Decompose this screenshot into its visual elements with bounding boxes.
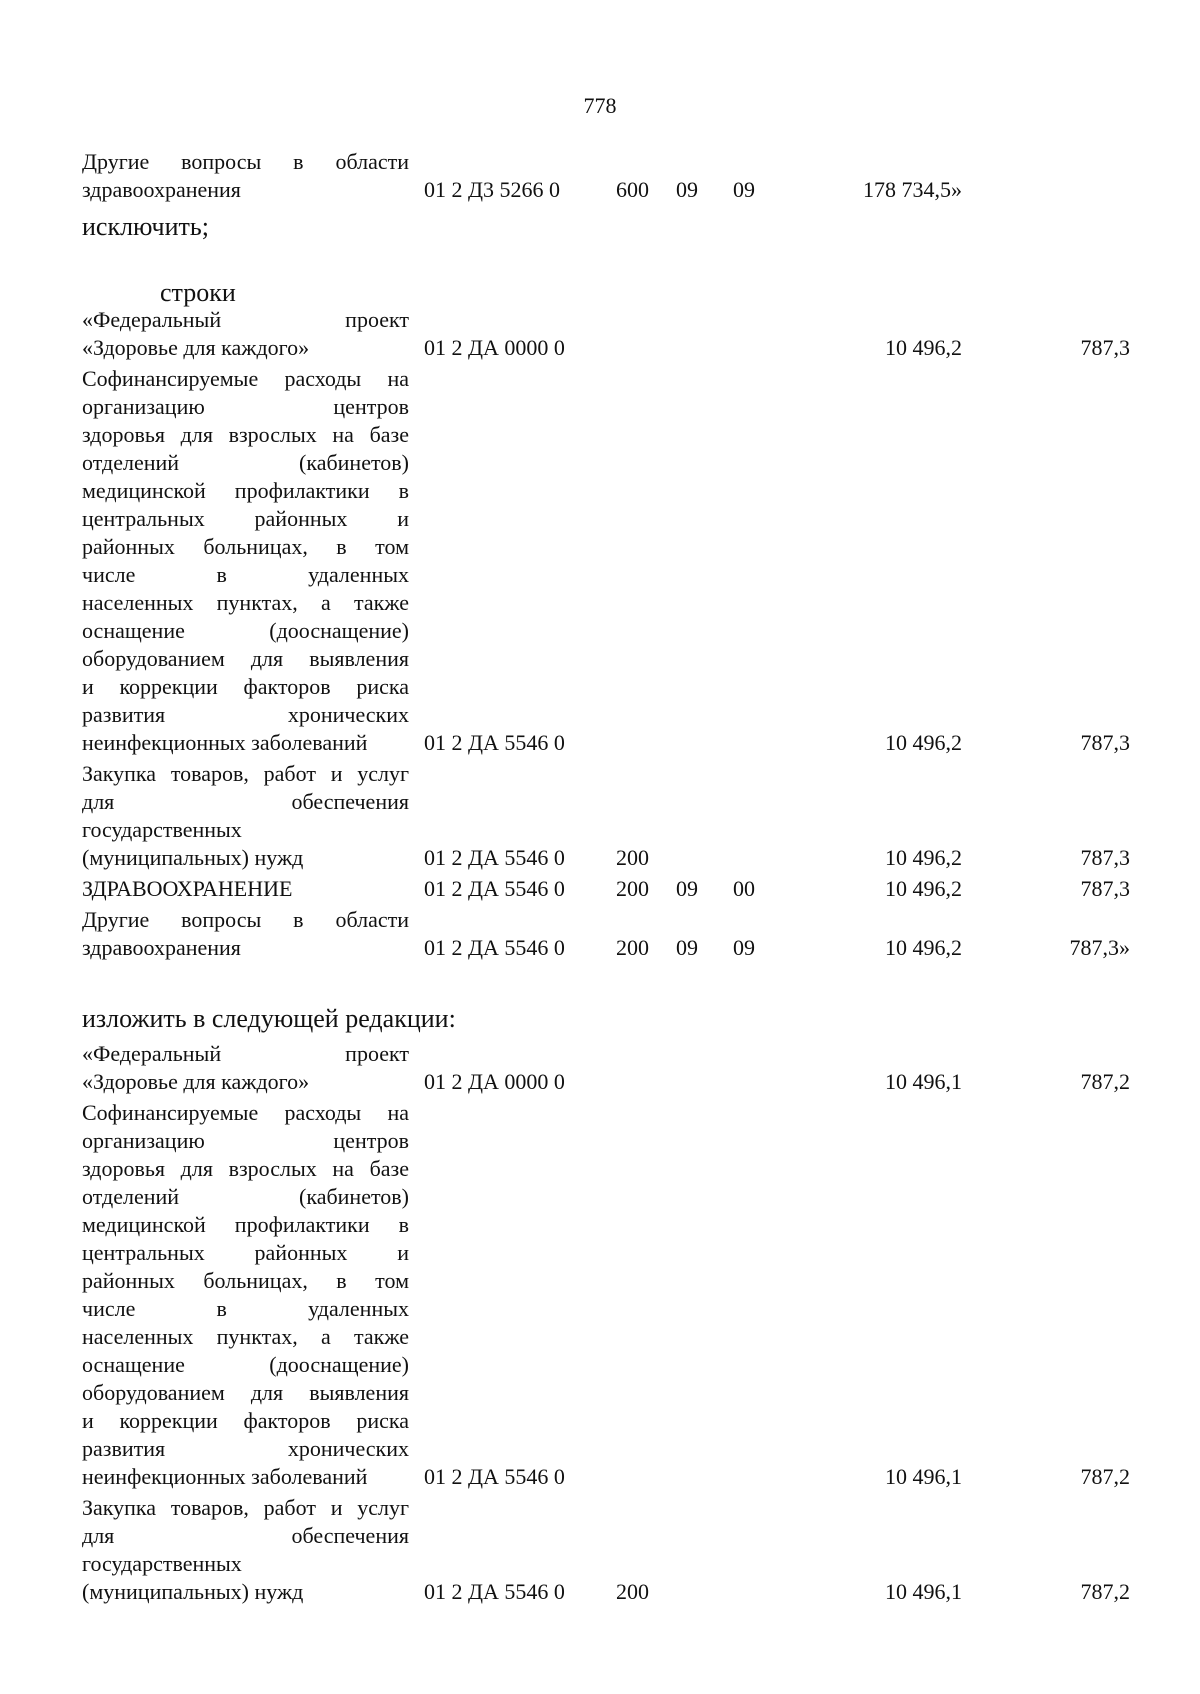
row-name-line: оборудованием для выявления	[82, 1380, 409, 1405]
row-name-line: населенных пунктах, а также	[82, 1324, 409, 1349]
row-name-line: районных больницах, в том	[82, 1268, 409, 1293]
row-name	[82, 1099, 409, 1491]
row-name	[82, 875, 409, 903]
row-name-line: медицинской профилактики в	[82, 478, 409, 503]
row-name-line: Софинансируемые расходы на	[82, 366, 409, 391]
row-name-line: здоровья для взрослых на базе	[82, 1156, 409, 1181]
row-name-line: здоровья для взрослых на базе	[82, 422, 409, 447]
row-section: 09	[676, 935, 698, 960]
row-name	[82, 760, 409, 872]
row-code: 01 2 ДА 5546 0	[424, 730, 565, 755]
table-row	[82, 760, 1142, 872]
row-expense-type: 200	[616, 876, 649, 901]
row-name-line: (муниципальных) нужд	[82, 1579, 304, 1604]
row-name-line: здравоохранения	[82, 177, 241, 202]
row-name-line: «Федеральный проект	[82, 1041, 409, 1066]
row-name-line: (муниципальных) нужд	[82, 845, 304, 870]
row-value-1: 10 496,1	[885, 1579, 962, 1604]
row-name-line: отделений (кабинетов)	[82, 1184, 409, 1209]
row-name	[82, 906, 409, 962]
new-edition-intro: изложить в следующей редакции:	[82, 1004, 456, 1033]
row-value-1: 10 496,2	[885, 335, 962, 360]
row-name-line: и коррекции факторов риска	[82, 1408, 409, 1433]
table-row	[82, 1099, 1142, 1491]
table-row	[82, 1040, 1142, 1096]
row-name	[82, 148, 409, 204]
page-number: 778	[583, 93, 617, 118]
row-code: 01 2 ДА 0000 0	[424, 335, 565, 360]
row-expense-type: 600	[616, 177, 649, 202]
row-name-line: организацию центров	[82, 394, 409, 419]
row-name-line: районных больницах, в том	[82, 534, 409, 559]
row-code: 01 2 Д3 5266 0	[424, 177, 561, 202]
exclude-note: исключить;	[82, 212, 209, 241]
row-value-1: 178 734,5»	[863, 177, 962, 202]
row-expense-type: 200	[616, 935, 649, 960]
row-name	[82, 306, 409, 362]
row-name-line: оснащение (дооснащение)	[82, 1352, 409, 1377]
row-subsection: 00	[733, 876, 755, 901]
row-name-line: Закупка товаров, работ и услуг	[82, 1495, 409, 1520]
row-code: 01 2 ДА 5546 0	[424, 935, 565, 960]
row-value-2: 787,3	[1080, 730, 1130, 755]
row-expense-type: 200	[616, 1579, 649, 1604]
row-section: 09	[676, 177, 698, 202]
table-row	[82, 306, 1142, 362]
row-value-2: 787,2	[1080, 1464, 1130, 1489]
row-value-1: 10 496,2	[885, 935, 962, 960]
row-section: 09	[676, 876, 698, 901]
row-name	[82, 1040, 409, 1096]
row-code: 01 2 ДА 5546 0	[424, 845, 565, 870]
block-old-rows	[82, 306, 1142, 965]
row-name-line: государственных	[82, 817, 242, 842]
row-value-1: 10 496,2	[885, 845, 962, 870]
row-name-line: неинфекционных заболеваний	[82, 730, 368, 755]
row-name-line: государственных	[82, 1551, 242, 1576]
row-value-2: 787,3»	[1069, 935, 1130, 960]
row-name-line: неинфекционных заболеваний	[82, 1464, 368, 1489]
row-name-line: отделений (кабинетов)	[82, 450, 409, 475]
table-row	[82, 875, 1142, 903]
table-row	[82, 365, 1142, 757]
row-value-2: 787,3	[1080, 876, 1130, 901]
table-row	[82, 906, 1142, 962]
row-name	[82, 1494, 409, 1606]
row-value-2: 787,3	[1080, 335, 1130, 360]
row-name-line: центральных районных и	[82, 1240, 409, 1265]
row-name-line: развития хронических	[82, 1436, 409, 1461]
row-expense-type: 200	[616, 845, 649, 870]
row-name-line: центральных районных и	[82, 506, 409, 531]
row-subsection: 09	[733, 935, 755, 960]
row-name-line: Закупка товаров, работ и услуг	[82, 761, 409, 786]
row-name-line: числе в удаленных	[82, 1296, 409, 1321]
row-value-1: 10 496,2	[885, 730, 962, 755]
row-name-line: медицинской профилактики в	[82, 1212, 409, 1237]
row-code: 01 2 ДА 5546 0	[424, 1579, 565, 1604]
row-code: 01 2 ДА 5546 0	[424, 1464, 565, 1489]
row-name-line: для обеспечения	[82, 789, 409, 814]
row-name-line: организацию центров	[82, 1128, 409, 1153]
row-name-line: оборудованием для выявления	[82, 646, 409, 671]
row-code: 01 2 ДА 0000 0	[424, 1069, 565, 1094]
row-name-line: Другие вопросы в области	[82, 149, 409, 174]
row-name-line: здравоохранения	[82, 935, 241, 960]
row-value-1: 10 496,2	[885, 876, 962, 901]
row-name-line: «Федеральный проект	[82, 307, 409, 332]
row-value-1: 10 496,1	[885, 1464, 962, 1489]
row-name-line: Софинансируемые расходы на	[82, 1100, 409, 1125]
table-row	[82, 1494, 1142, 1606]
row-name-line: населенных пунктах, а также	[82, 590, 409, 615]
row-name-line: ЗДРАВООХРАНЕНИЕ	[82, 876, 293, 901]
row-name-line: для обеспечения	[82, 1523, 409, 1548]
row-name-line: Другие вопросы в области	[82, 907, 409, 932]
row-name-line: и коррекции факторов риска	[82, 674, 409, 699]
block-excluded-rows	[82, 148, 1142, 207]
row-name-line: «Здоровье для каждого»	[82, 1069, 310, 1094]
table-row	[82, 148, 1142, 204]
row-value-1: 10 496,1	[885, 1069, 962, 1094]
row-name-line: «Здоровье для каждого»	[82, 335, 310, 360]
row-name-line: развития хронических	[82, 702, 409, 727]
rows-intro: строки	[160, 278, 236, 307]
row-value-2: 787,2	[1080, 1579, 1130, 1604]
row-value-2: 787,3	[1080, 845, 1130, 870]
row-value-2: 787,2	[1080, 1069, 1130, 1094]
row-subsection: 09	[733, 177, 755, 202]
row-name-line: оснащение (дооснащение)	[82, 618, 409, 643]
block-new-rows	[82, 1040, 1142, 1609]
row-name-line: числе в удаленных	[82, 562, 409, 587]
row-name	[82, 365, 409, 757]
row-code: 01 2 ДА 5546 0	[424, 876, 565, 901]
